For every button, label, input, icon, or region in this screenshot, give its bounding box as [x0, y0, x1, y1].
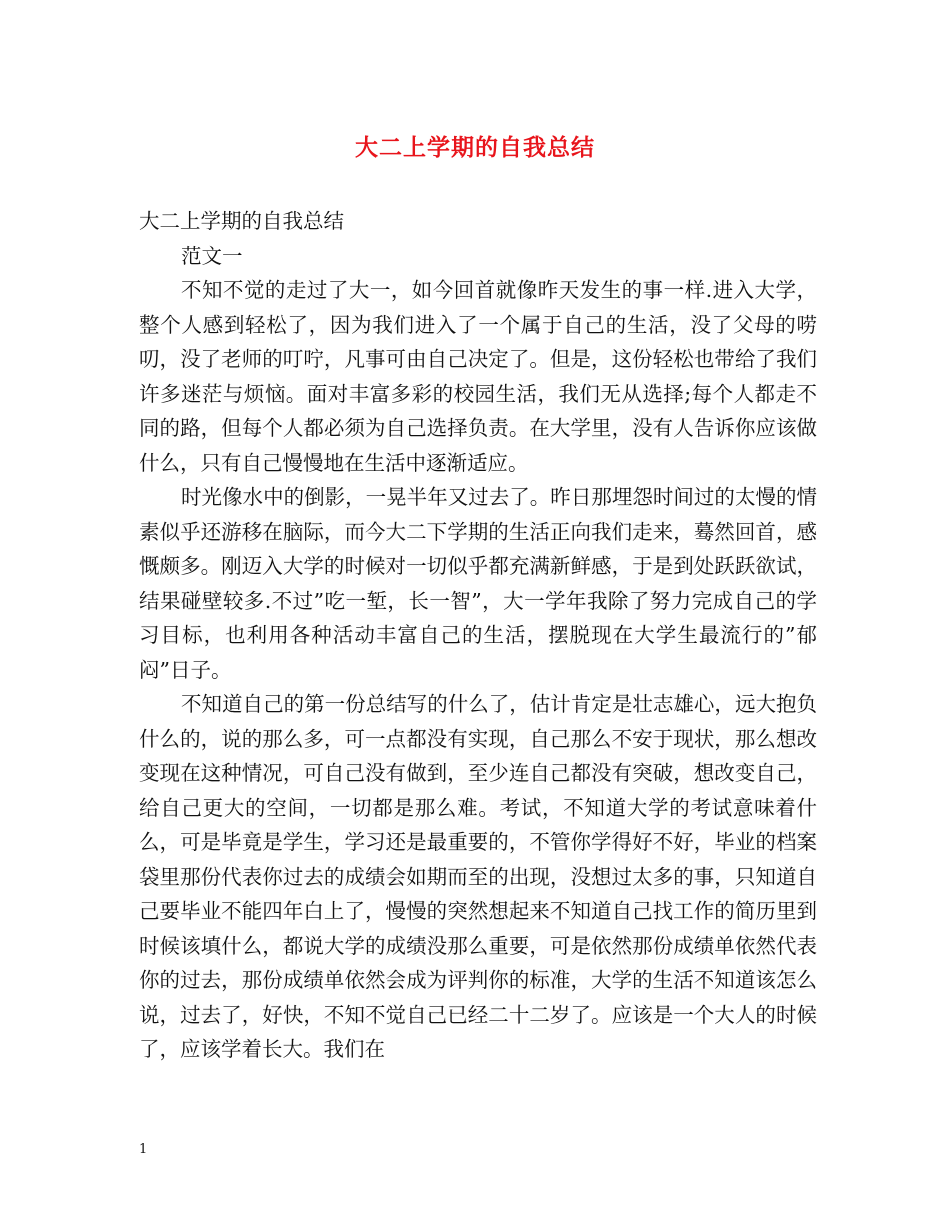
section-label: 范文一 [181, 243, 243, 268]
document-body [139, 204, 817, 1067]
paragraph: 时光像水中的倒影，一晃半年又过去了。昨日那埋怨时间过的太慢的情素似乎还游移在脑际，而今大二下学期的生活正向我们走来，蓦然回首，感慨颇多。刚迈入大学的时候对一切似乎都充满新鲜感，于是到处跃跃欲试，结果碰壁较多.不过”吃一堑，长一智”，大一学年我除了努力完成自己的学习目标，也利用各种活动丰富自己的生活，摆脱现在大学生最流行的”郁闷”日子。 [139, 485, 817, 682]
page-number: 1 [139, 1142, 148, 1157]
paragraph: 不知道自己的第一份总结写的什么了，估计肯定是壮志雄心，远大抱负什么的，说的那么多，可一点都没有实现，自己那么不安于现状，那么想改变现在这种情况，可自己没有做到，至少连自己都没有突破，想改变自己，给自己更大的空间，一切都是那么难。考试，不知道大学的考试意味着什么，可是毕竟是学生，学习还是最重要的，不管你学得好不好，毕业的档案袋里那份代表你过去的成绩会如期而至的出现，没想过太多的事，只知道自己要毕业不能四年白上了，慢慢的突然想起来不知道自己找工作的简历里到时候该填什么，都说大学的成绩没那么重要，可是依然那份成绩单依然代表你的过去，那份成绩单依然会成为评判你的标准，大学的生活不知道该怎么说，过去了，好快，不知不觉自己已经二十二岁了。应该是一个大人的时候了，应该学着长大。我们在 [139, 692, 817, 1061]
paragraph: 不知不觉的走过了大一，如今回首就像昨天发生的事一样.进入大学，整个人感到轻松了，因为我们进入了一个属于自己的生活，没了父母的唠叨，没了老师的叮咛，凡事可由自己决定了。但是，这份轻松也带给了我们许多迷茫与烦恼。面对丰富多彩的校园生活，我们无从选择;每个人都走不同的路，但每个人都必须为自己选择负责。在大学里，没有人告诉你应该做什么，只有自己慢慢地在生活中逐渐适应。 [139, 278, 817, 475]
document-title: 大二上学期的自我总结 [355, 135, 595, 161]
document-subtitle: 大二上学期的自我总结 [139, 209, 344, 233]
